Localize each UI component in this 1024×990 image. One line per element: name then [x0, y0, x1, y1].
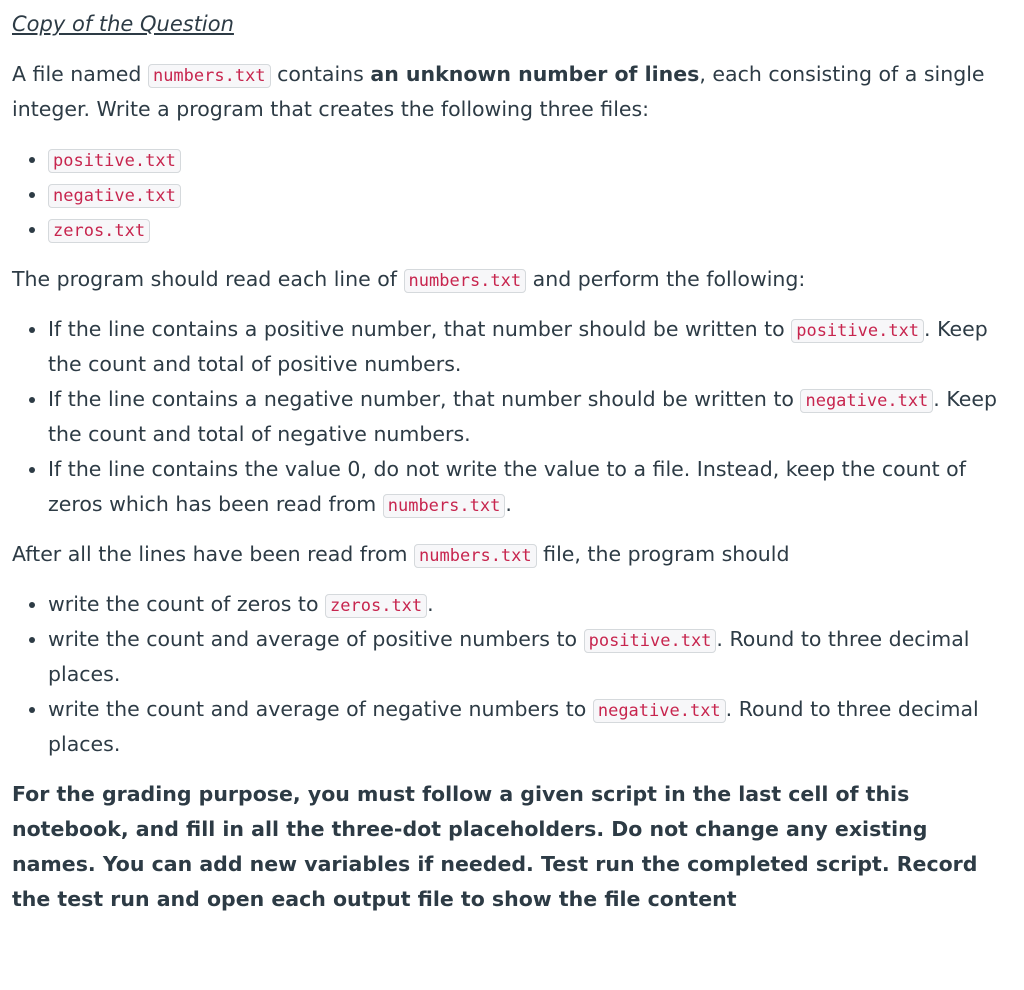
intro-text-1: A file named [12, 62, 148, 86]
after-paragraph [12, 537, 1012, 572]
output-text: write the count and average of positive numbers to [48, 627, 584, 651]
intro-filename-code: numbers.txt [148, 64, 271, 88]
intro-text-2: contains [270, 62, 371, 86]
output-text: write the count and average of negative numbers to [48, 697, 593, 721]
rules-list [12, 312, 1012, 522]
rule-text: If the line contains the value 0, do not write the value to a file. Instead, keep the count of zeros which has been read from [48, 457, 966, 516]
output-text: write the count of zeros to [48, 592, 326, 616]
file-list-item [48, 142, 1012, 177]
intro-bold: an unknown number of lines [370, 62, 700, 86]
rule-text-end: . [505, 492, 512, 516]
file-code: negative.txt [48, 184, 181, 208]
rule-text-end: . Keep the count and total of positive numbers. [48, 317, 988, 376]
grading-instructions: For the grading purpose, you must follow a given script in the last cell of this notebook, and fill in all the three-dot placeholders. Do not change any existing names. You can add new variables if needed. Test run the completed script. Record the test run and open each output file to show the file content [12, 782, 978, 911]
question-title-link[interactable]: Copy of the Question [12, 12, 234, 36]
rule-text: If the line contains a positive number, that number should be written to [48, 317, 792, 341]
intro-paragraph [12, 57, 1012, 127]
output-item [48, 587, 1012, 622]
output-text-end: . Round to three decimal places. [48, 697, 979, 756]
after-text-2: file, the program should [536, 542, 790, 566]
file-code: zeros.txt [48, 219, 150, 243]
output-code: negative.txt [593, 699, 726, 723]
rule-code: negative.txt [800, 389, 933, 413]
file-list-item [48, 212, 1012, 247]
rule-code: numbers.txt [383, 494, 506, 518]
rule-text-end: . Keep the count and total of negative numbers. [48, 387, 997, 446]
output-text-end: . Round to three decimal places. [48, 627, 970, 686]
file-list-item [48, 177, 1012, 212]
intro-text-3: , each consisting of a single integer. Write a program that creates the following three files: [12, 62, 985, 121]
output-text-end: . [427, 592, 434, 616]
rule-item [48, 382, 1012, 452]
read-paragraph [12, 262, 1012, 297]
rule-code: positive.txt [791, 319, 924, 343]
rule-item [48, 452, 1012, 522]
read-filename-code: numbers.txt [404, 269, 527, 293]
rule-item [48, 312, 1012, 382]
output-item [48, 622, 1012, 692]
read-text-1: The program should read each line of [12, 267, 404, 291]
file-list [12, 142, 1012, 247]
outputs-list [12, 587, 1012, 762]
after-text-1: After all the lines have been read from [12, 542, 415, 566]
after-filename-code: numbers.txt [414, 544, 537, 568]
output-item [48, 692, 1012, 762]
rule-text: If the line contains a negative number, that number should be written to [48, 387, 801, 411]
read-text-2: and perform the following: [526, 267, 806, 291]
file-code: positive.txt [48, 149, 181, 173]
output-code: zeros.txt [325, 594, 427, 618]
output-code: positive.txt [584, 629, 717, 653]
